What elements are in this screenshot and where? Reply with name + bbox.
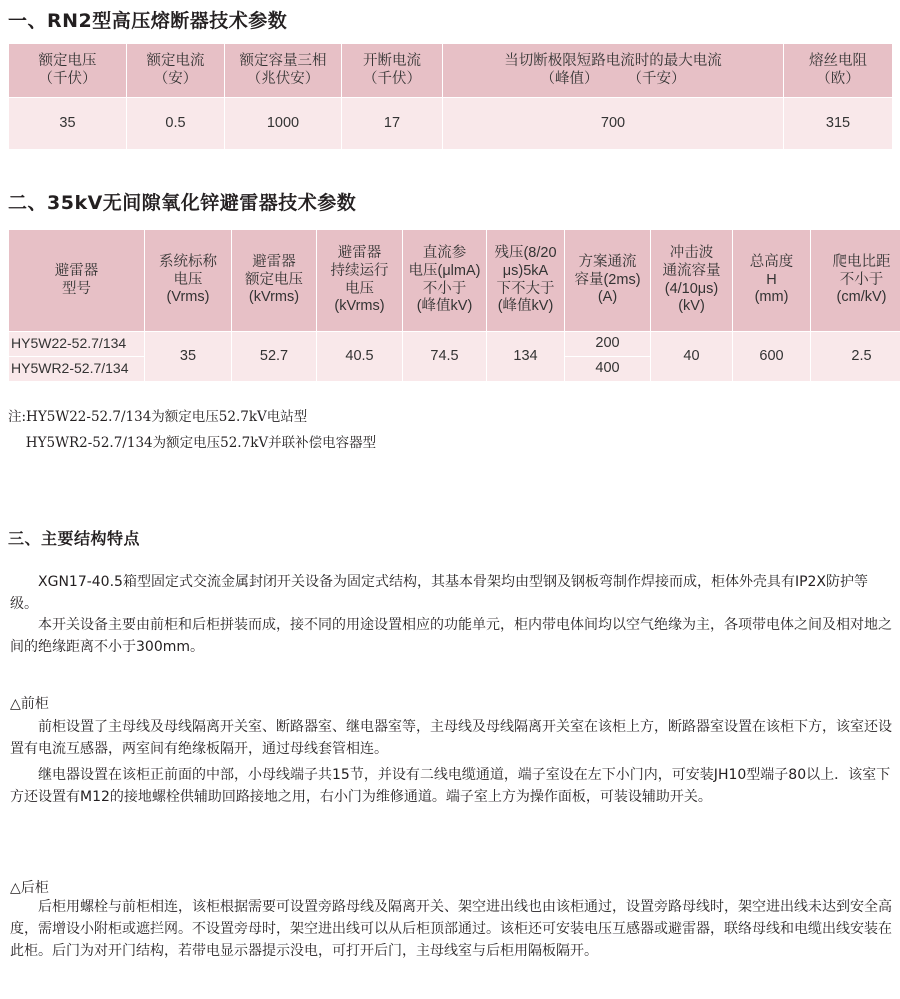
paragraph: 继电器设置在该柜正前面的中部，小母线端子共15节，并设有二线电缆通道，端子室设在左下小门内，可安装JH10型端子80以上．该室下方还设置有M12的接地螺栓供辅助回路接地之用，右小门为维修通道。端子室上方为操作面板，可装设辅助开关。 (10, 767, 891, 805)
table-cell: 2.5 (811, 332, 900, 382)
note-line: 注:HY5W22-52.7/134为额定电压52.7kV电站型 (8, 409, 308, 425)
table-cell: 35 (9, 98, 127, 150)
table-cell: 134 (487, 332, 565, 382)
table-cell: 400 (565, 357, 651, 382)
header-flow-capacity: 方案通流 容量(2ms) (A) (565, 230, 651, 332)
table-cell: 0.5 (127, 98, 225, 150)
header-rated-voltage: 避雷器 额定电压 (kVrms) (232, 230, 317, 332)
header-model: 避雷器 型号 (9, 230, 145, 332)
header-max-current: 当切断极限短路电流时的最大电流 （峰值） （千安） (443, 44, 784, 98)
model-cell: HY5W22-52.7/134 (9, 332, 145, 357)
header-system-voltage: 系统标称 电压 (Vrms) (145, 230, 232, 332)
table-cell: 700 (443, 98, 784, 150)
table-header-row (9, 230, 900, 332)
header-residual-voltage: 残压(8/20 μs)5kA 下不大于 (峰值kV) (487, 230, 565, 332)
model-cell: HY5WR2-52.7/134 (9, 357, 145, 382)
table-row (9, 332, 900, 357)
arrester-table (8, 229, 900, 382)
section1-title: 一、RN2型高压熔断器技术参数 (8, 10, 288, 32)
table-row (9, 98, 893, 150)
table-cell: 200 (565, 332, 651, 357)
header-breaking-current: 开断电流 （千伏） (342, 44, 443, 98)
table-cell: 40.5 (317, 332, 403, 382)
note-line: HY5WR2-52.7/134为额定电压52.7kV并联补偿电容器型 (8, 435, 377, 451)
header-dc-reference: 直流参 电压(μlmA) 不小于 (峰值kV) (403, 230, 487, 332)
table-cell: 52.7 (232, 332, 317, 382)
paragraph: 后柜用螺栓与前柜相连，该柜根据需要可设置旁路母线及隔离开关、架空进出线也由该柜通过，设置旁路母线时，架空进出线未达到安全高度，需增设小附柜或遮拦网。不设置旁母时，架空进出线可以从后柜顶部通过。该柜还可安装电压互感器或避雷器，联络母线和电缆出线安装在此柜。后门为对开门结构，若带电显示器提示没电，可打开后门，主母线室与后柜用隔板隔开。 (10, 899, 892, 959)
header-continuous-voltage: 避雷器 持续运行 电压 (kVrms) (317, 230, 403, 332)
header-creepage: 爬电比距 不小于 (cm/kV) (811, 230, 900, 332)
table-cell: 600 (733, 332, 811, 382)
section2-title: 二、35kV无间隙氧化锌避雷器技术参数 (8, 192, 357, 214)
table-cell: 1000 (225, 98, 342, 150)
table-cell: 74.5 (403, 332, 487, 382)
rn2-fuse-table (8, 43, 893, 150)
header-total-height: 总高度 H (mm) (733, 230, 811, 332)
header-impulse-capacity: 冲击波 通流容量 (4/10μs) (kV) (651, 230, 733, 332)
paragraph: XGN17-40.5箱型固定式交流金属封闭开关设备为固定式结构，其基本骨架均由型钢及钢板弯制作焊接而成，柜体外壳具有IP2X防护等级。 (10, 574, 869, 612)
table-cell: 35 (145, 332, 232, 382)
paragraph: 前柜设置了主母线及母线隔离开关室、断路器室、继电器室等，主母线及母线隔离开关室在该柜上方，断路器室设置在该柜下方，该室还设置有电流互感器，两室间有绝缘板隔开，通过母线套管相连。 (10, 719, 892, 757)
table-header-row (9, 44, 893, 98)
header-rated-voltage: 额定电压 （千伏） (9, 44, 127, 98)
paragraph: 本开关设备主要由前柜和后柜拼装而成，接不同的用途设置相应的功能单元，柜内带电体间均以空气绝缘为主，各项带电体之间及相对地之间的绝缘距离不小于300mm。 (10, 617, 892, 655)
section3-title: 三、主要结构特点 (8, 529, 141, 548)
table-cell: 17 (342, 98, 443, 150)
table-cell: 315 (784, 98, 893, 150)
header-rated-capacity: 额定容量三相 （兆伏安） (225, 44, 342, 98)
table-cell: 40 (651, 332, 733, 382)
header-rated-current: 额定电流 （安） (127, 44, 225, 98)
header-fuse-resistance: 熔丝电阻 （欧） (784, 44, 893, 98)
front-cabinet-title: △前柜 (10, 696, 49, 712)
rear-cabinet-title: △后柜 (10, 880, 49, 896)
